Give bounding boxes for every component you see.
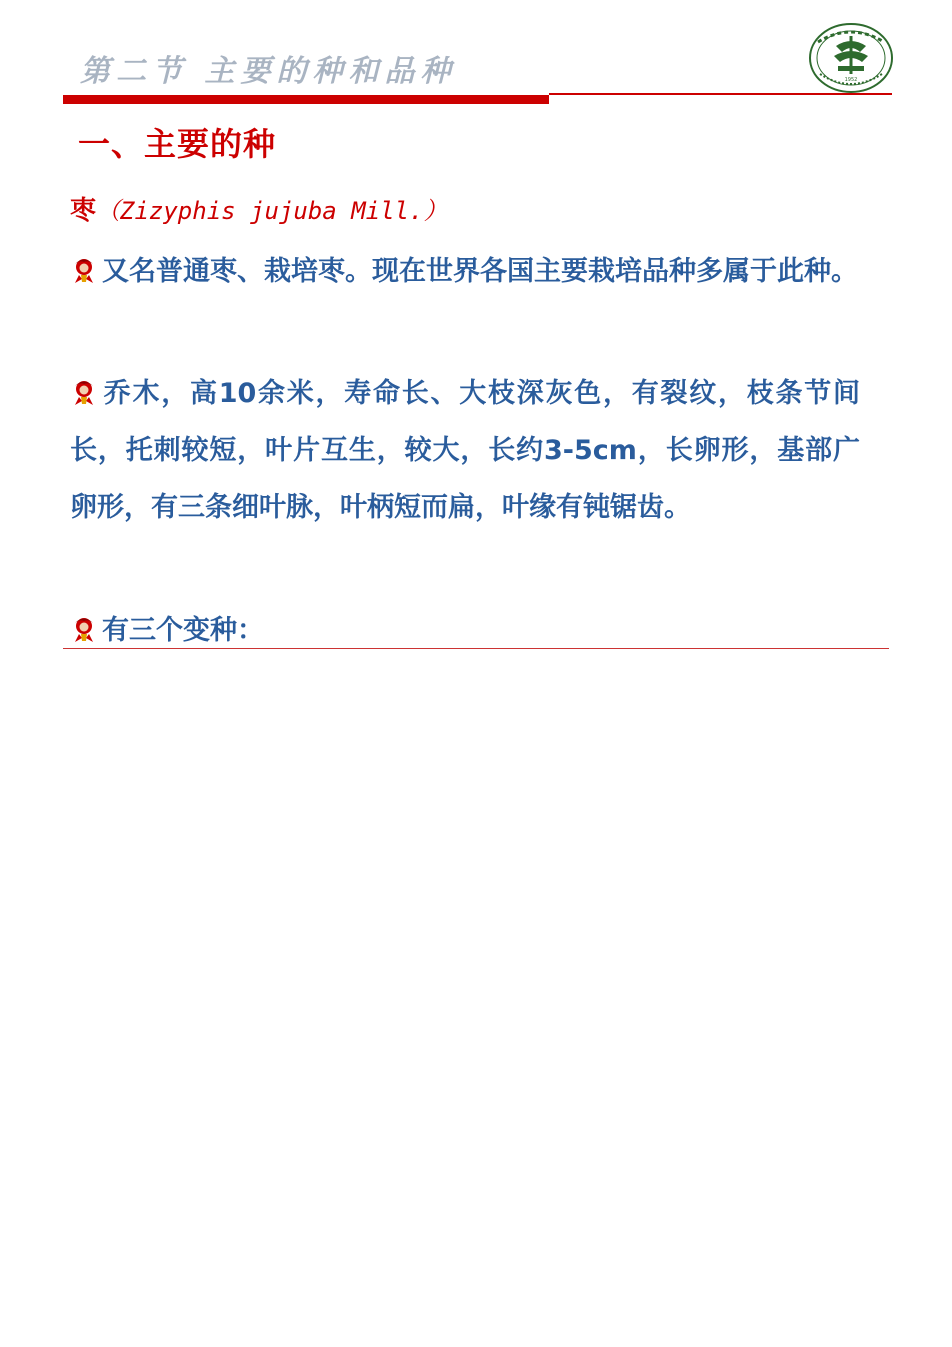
species-latin-name: （Zizyphis jujuba Mill.） [96,197,448,225]
mascot-bullet-icon [70,615,98,643]
header-rule-thick [63,95,549,104]
svg-text:1952: 1952 [844,77,858,83]
paragraph-text: 又名普通枣、栽培枣。现在世界各国主要栽培品种多属于此种。 [102,256,858,287]
bullet-paragraph [70,243,860,300]
section-heading: 一、主要的种 [78,125,277,163]
mascot-bullet-icon [70,256,98,284]
species-name [70,190,447,227]
mascot-bullet-icon [70,378,98,406]
paragraph-text: 有三个变种： [102,615,264,646]
species-chinese-name: 枣 [70,196,97,226]
content-bottom-rule [63,648,889,649]
page-header-title: 第二节 主要的种和品种 [80,54,457,89]
bullet-paragraph [70,602,860,659]
paragraph-text: 乔木，高10余米，寿命长、大枝深灰色，有裂纹，枝条节间长，托刺较短，叶片互生，较大，长约3-5cm，长卵形，基部广卵形，有三条细叶脉，叶柄短而扁，叶缘有钝锯齿。 [70,378,860,523]
header-rule-thin [549,93,892,95]
university-seal-logo [808,22,894,94]
bullet-paragraph [70,365,860,536]
